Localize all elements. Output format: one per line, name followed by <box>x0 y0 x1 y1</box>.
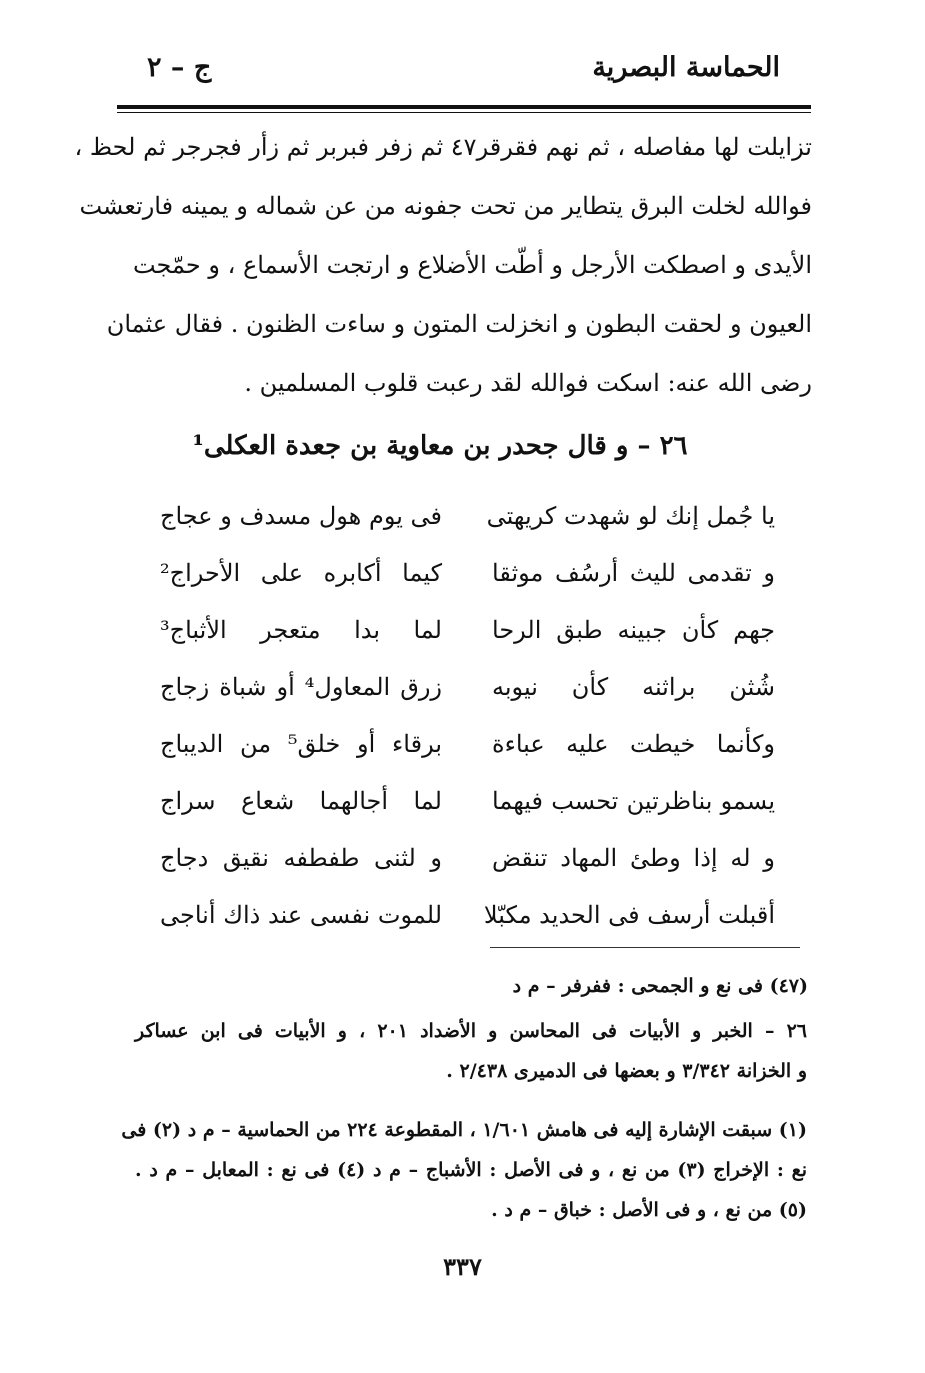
footnotes-numbered <box>121 1110 808 1230</box>
poem-verses <box>160 488 775 944</box>
verse <box>160 659 775 716</box>
verse-second-hemistich: لما بدا متعجر الأثباج³ <box>160 616 442 644</box>
verse-second-hemistich: و لثنى طفطفه نقيق دجاج <box>160 844 442 872</box>
header-rule-thick <box>117 105 811 109</box>
header-rule-thin <box>117 112 811 113</box>
verse-first-hemistich: أقبلت أرسف فى الحديد مكبّلا <box>483 901 775 929</box>
footnote-line: (١) سبقت الإشارة إليه فى هامش ١/٦٠١ ، المقطوعة ٢٢٤ من الحماسية – م د (٢) فى <box>121 1119 807 1141</box>
verse-second-hemistich: زرق المعاول⁴ أو شباة زجاج <box>160 673 442 701</box>
verse-first-hemistich: و تقدمى لليث أرسُف موثقا <box>492 559 775 587</box>
verse-second-hemistich: كيما أكابره على الأحراج² <box>160 559 442 587</box>
footnote-line: نع : الإخراج (٣) من نع ، و فى الأصل : الأشباج – م د (٤) فى نع : المعابل – م د . <box>135 1159 808 1181</box>
verse-first-hemistich: يا جُمل إنك لو شهدت كريهتى <box>486 502 775 530</box>
verse <box>160 887 775 944</box>
poem-heading: ٢٦ – و قال جحدر بن معاوية بن جعدة العكلى¹ <box>192 431 688 461</box>
verse-second-hemistich: للموت نفسى عند ذاك أناجى <box>160 901 442 929</box>
volume-label: ج – ٢ <box>147 52 212 83</box>
footnote-26 <box>135 1011 807 1091</box>
verse <box>160 773 775 830</box>
verse <box>160 602 775 659</box>
page-number: ٣٣٧ <box>443 1252 482 1281</box>
verse-first-hemistich: شُثن براثنه كأن نيوبه <box>492 673 775 701</box>
verse-second-hemistich: لما أجالهما شعاع سراج <box>160 787 442 815</box>
paragraph-line: رضى الله عنه: اسكت فوالله لقد رعبت قلوب المسلمين . <box>244 369 812 397</box>
verse <box>160 545 775 602</box>
running-title: الحماسة البصرية <box>592 52 780 83</box>
footnote-separator <box>490 947 800 948</box>
verse-second-hemistich: برقاء أو خلق⁵ من الديباج <box>160 730 442 758</box>
verse <box>160 488 775 545</box>
verse-first-hemistich: جهم كأن جبينه طبق الرحا <box>492 616 775 644</box>
verse <box>160 716 775 773</box>
footnote-line: و الخزانة ٣/٣٤٢ و بعضها فى الدميرى ٢/٤٣٨ . <box>446 1060 807 1082</box>
verse-first-hemistich: يسمو بناظرتين تحسب فيهما <box>492 787 775 815</box>
footnote-line: (٥) من نع ، و فى الأصل : خباق – م د . <box>491 1199 807 1221</box>
footnote-47: (٤٧) فى نع و الجمحى : ففرفر – م د <box>512 975 808 997</box>
paragraph-line: الأيدى و اصطكت الأرجل و أطّت الأضلاع و ارتجت الأسماع ، و حمّجت <box>132 251 812 279</box>
paragraph-line: تزايلت لها مفاصله ، ثم نهم فقرقر٤٧ ثم زفر فبربر ثم زأر فجرجر ثم لحظ ، <box>74 133 812 161</box>
footnote-line: ٢٦ – الخبر و الأبيات فى المحاسن و الأضداد ٢٠١ ، و الأبيات فى ابن عساكر <box>135 1020 807 1042</box>
verse <box>160 830 775 887</box>
verse-first-hemistich: وكأنما خيطت عليه عباءة <box>492 730 775 758</box>
prose-paragraph <box>74 118 812 413</box>
paragraph-line: العيون و لحقت البطون و انخزلت المتون و ساءت الظنون . فقال عثمان <box>106 310 812 338</box>
verse-second-hemistich: فى يوم هول مسدف و عجاج <box>160 502 442 530</box>
paragraph-line: فوالله لخلت البرق يتطاير من تحت جفونه من عن شماله و يمينه فارتعشت <box>79 192 812 220</box>
verse-first-hemistich: و له إذا وطئ المهاد تنقض <box>492 844 775 872</box>
